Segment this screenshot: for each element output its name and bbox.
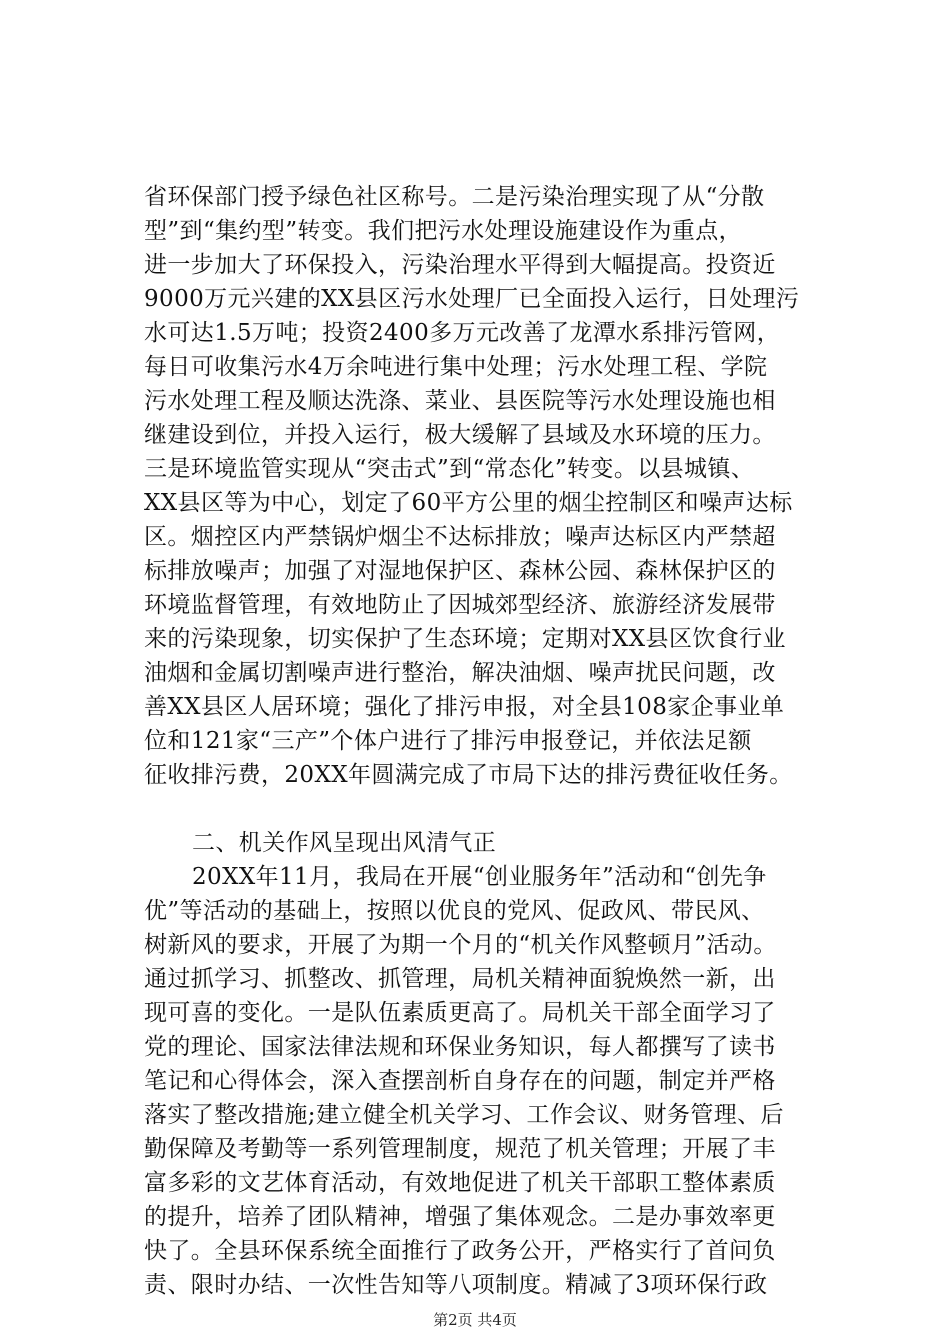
paragraph-2-line: 树新风的要求，开展了为期一个月的“机关作风整顿月”活动。 [144,932,777,958]
paragraph-1-line: 9000万元兴建的XX县区污水处理厂已全面投入运行，日处理污 [144,286,800,312]
paragraph-2-line: 的提升，培养了团队精神，增强了集体观念。二是办事效率更 [144,1204,776,1230]
paragraph-2-line: 优”等活动的基础上，按照以优良的党风、促政风、带民风、 [144,898,765,924]
paragraph-1-line: 标排放噪声；加强了对湿地保护区、森林公园、森林保护区的 [144,558,776,584]
paragraph-2-first-line: 20XX年11月，我局在开展“创业服务年”活动和“创先争 [192,864,767,890]
page-number-footer: 第2页 共4页 [433,1311,517,1329]
paragraph-2-line: 笔记和心得体会，深入查摆剖析自身存在的问题，制定并严格 [144,1068,776,1094]
paragraph-1-line: 型”到“集约型”转变。我们把污水处理设施建设作为重点， [144,218,743,244]
paragraph-2-line: 落实了整改措施;建立健全机关学习、工作会议、财务管理、后 [144,1102,784,1128]
paragraph-1-line: 进一步加大了环保投入，污染治理水平得到大幅提高。投资近 [144,252,776,278]
paragraph-1-line: 环境监督管理，有效地防止了因城郊型经济、旅游经济发展带 [144,592,776,618]
paragraph-1-line: XX县区等为中心，划定了60平方公里的烟尘控制区和噪声达标 [144,490,793,516]
paragraph-1-line: 区。烟控区内严禁锅炉烟尘不达标排放；噪声达标区内严禁超 [144,524,776,550]
paragraph-1-line: 来的污染现象，切实保护了生态环境；定期对XX县区饮食行业 [144,626,786,652]
paragraph-2-line: 党的理论、国家法律法规和环保业务知识，每人都撰写了读书 [144,1034,776,1060]
paragraph-2-line: 快了。全县环保系统全面推行了政务公开，严格实行了首问负 [144,1238,776,1264]
paragraph-1-line: 油烟和金属切割噪声进行整治，解决油烟、噪声扰民问题，改 [144,660,776,686]
paragraph-2-line: 通过抓学习、抓整改、抓管理，局机关精神面貌焕然一新，出 [144,966,776,992]
paragraph-2-line: 富多彩的文艺体育活动，有效地促进了机关干部职工整体素质 [144,1170,776,1196]
section-heading: 二、机关作风呈现出风清气正 [192,830,497,856]
paragraph-1-line: 善XX县区人居环境；强化了排污申报，对全县108家企事业单 [144,694,785,720]
paragraph-2-line: 勤保障及考勤等一系列管理制度，规范了机关管理；开展了丰 [144,1136,776,1162]
paragraph-2-line: 责、限时办结、一次性告知等八项制度。精减了3项环保行政 [144,1272,768,1298]
paragraph-1-line: 位和121家“三产”个体户进行了排污申报登记，并依法足额 [144,728,752,754]
paragraph-1-line: 征收排污费，20XX年圆满完成了市局下达的排污费征收任务。 [144,762,793,788]
paragraph-1-line: 省环保部门授予绿色社区称号。二是污染治理实现了从“分散 [144,184,765,210]
paragraph-1-line: 继建设到位，并投入运行，极大缓解了县域及水环境的压力。 [144,422,776,448]
paragraph-1-line: 污水处理工程及顺达洗涤、菜业、县医院等污水处理设施也相 [144,388,776,414]
paragraph-2-line: 现可喜的变化。一是队伍素质更高了。局机关干部全面学习了 [144,1000,776,1026]
paragraph-1-line: 水可达1.5万吨；投资2400多万元改善了龙潭水系排污管网， [144,320,781,346]
paragraph-1-line: 三是环境监管实现从“突击式”到“常态化”转变。以县城镇、 [144,456,755,482]
paragraph-1-line: 每日可收集污水4万余吨进行集中处理；污水处理工程、学院 [144,354,768,380]
